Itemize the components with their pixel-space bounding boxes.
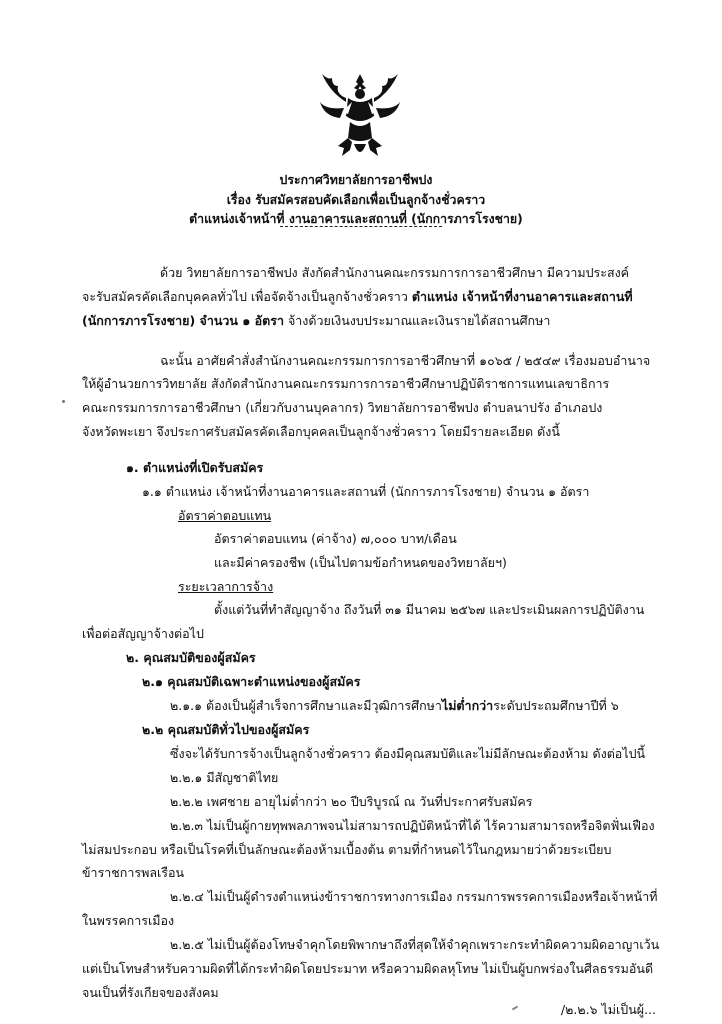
employment-period-line2: เพื่อต่อสัญญาจ้างต่อไป: [82, 626, 204, 641]
section2-item-2-2-3-line2: ไม่สมประกอบ หรือเป็นโรคที่เป็นลักษณะต้องห้ามเบื้องต้น ตามที่กำหนดไว้ในกฎหมายว่าด้วยระเบียบ: [82, 842, 612, 857]
section1-heading: ๑. ตำแหน่งที่เปิดรับสมัคร: [126, 460, 264, 475]
item-2-1-1-bold: ไม่ต่ำกว่า: [441, 698, 494, 713]
intro-p1-line2-text: จะรับสมัครคัดเลือกบุคคลทั่วไป เพื่อจัดจ้างเป็นลูกจ้างชั่วคราว: [82, 289, 412, 304]
item-2-1-1-tail: ระดับประถมศึกษาปีที่ ๖: [493, 698, 619, 713]
pay-rate-label: อัตราค่าตอบแทน: [178, 508, 272, 523]
intro-p1-line3-text: จ้างด้วยเงินงบประมาณและเงินรายได้สถานศึกษา: [283, 313, 551, 328]
intro-p2-line4: จังหวัดพะเยา จึงประกาศรับสมัครคัดเลือกบุคคลเป็นลูกจ้างชั่วคราว โดยมีรายละเอียด ดังนี้: [82, 424, 560, 439]
employment-period-label: ระยะเวลาการจ้าง: [178, 579, 274, 594]
announcement-position: ตำแหน่งเจ้าหน้าที่ งานอาคารและสถานที่ (นักการภารโรงชาย): [189, 211, 523, 226]
section1-item-1-1: ๑.๑ ตำแหน่ง เจ้าหน้าที่งานอาคารและสถานที่ (นักการภารโรงชาย) จำนวน ๑ อัตรา: [142, 484, 590, 499]
employment-period-line1: ตั้งแต่วันที่ทำสัญญาจ้าง ถึงวันที่ ๓๑ มีนาคม ๒๕๖๗ และประเมินผลการปฏิบัติงาน: [214, 602, 645, 617]
pay-rate-extra: และมีค่าครองชีพ (เป็นไปตามข้อกำหนดของวิทยาลัยฯ): [214, 555, 507, 570]
announcement-title: ประกาศวิทยาลัยการอาชีพปง: [279, 172, 433, 187]
stray-mark: [512, 1006, 518, 1011]
section2-item-2-2-5-line3: จนเป็นที่รังเกียจของสังคม: [82, 985, 219, 1000]
section2-item-2-2-2: ๒.๒.๒ เพศชาย อายุไม่ต่ำกว่า ๒๐ ปีบริบูรณ์ ณ วันที่ประกาศรับสมัคร: [170, 794, 533, 809]
section2-item-2-2-5-line1: ๒.๒.๕ ไม่เป็นผู้ต้องโทษจำคุกโดยพิพากษาถึงที่สุดให้จำคุกเพราะกระทำผิดความผิดอาญาเว้น: [170, 937, 660, 952]
intro-p2-line3: คณะกรรมการการอาชีวศึกษา (เกี่ยวกับงานบุคลากร) วิทยาลัยการอาชีพปง ตำบลนาปรัง อำเภอปง: [82, 400, 603, 415]
section2-2-heading: ๒.๒ คุณสมบัติทั่วไปของผู้สมัคร: [142, 722, 310, 737]
section2-item-2-2-4-line2: ในพรรคการเมือง: [82, 913, 175, 928]
pay-rate-value: อัตราค่าตอบแทน (ค่าจ้าง) ๗,๐๐๐ บาท/เดือน: [214, 531, 457, 546]
intro-p1-count-bold: (นักการภารโรงชาย) จำนวน ๑ อัตรา: [82, 313, 284, 328]
section2-item-2-2-1: ๒.๒.๑ มีสัญชาติไทย: [170, 770, 279, 785]
section2-2-intro: ซึ่งจะได้รับการจ้างเป็นลูกจ้างชั่วคราว ต้องมีคุณสมบัติและไม่มีลักษณะต้องห้าม ดังต่อไปนี้: [170, 746, 646, 761]
section2-item-2-2-3-line1: ๒.๒.๓ ไม่เป็นผู้กายทุพพลภาพจนไม่สามารถปฏิบัติหน้าที่ได้ ไร้ความสามารถหรือจิตฟั่นเฟือง: [170, 818, 655, 833]
item-2-1-1-text: ๒.๑.๑ ต้องเป็นผู้สำเร็จการศึกษาและมีวุฒิการศึกษา: [170, 698, 442, 713]
intro-p1-line1: ด้วย วิทยาลัยการอาชีพปง สังกัดสำนักงานคณะกรรมการการอาชีวศึกษา มีความประสงค์: [160, 265, 630, 280]
header-divider: [280, 226, 442, 227]
section2-item-2-2-3-line3: ข้าราชการพลเรือน: [82, 865, 185, 880]
stray-mark: [62, 400, 65, 403]
section2-item-2-2-5-line2: แต่เป็นโทษสำหรับความผิดที่ได้กระทำผิดโดยประมาท หรือความผิดลหุโทษ ไม่เป็นผู้บกพร่องในศีลธรรมอันดี: [82, 961, 654, 976]
intro-p2-line1: ฉะนั้น อาศัยคำสั่งสำนักงานคณะกรรมการการอาชีวศึกษาที่ ๑๐๖๕ / ๒๕๔๙ เรื่องมอบอำนาจ: [160, 353, 651, 368]
section2-heading: ๒. คุณสมบัติของผู้สมัคร: [126, 650, 256, 665]
garuda-emblem-icon: [318, 72, 402, 162]
intro-p1-line2: [82, 289, 633, 304]
section2-1-heading: ๒.๑ คุณสมบัติเฉพาะตำแหน่งของผู้สมัคร: [142, 674, 361, 689]
intro-p1-position-bold: ตำแหน่ง เจ้าหน้าที่งานอาคารและสถานที่: [411, 289, 633, 304]
page-continuation: /๒.๒.๖ ไม่เป็นผู้...: [560, 1002, 656, 1017]
intro-p1-line3: [82, 313, 550, 328]
announcement-subject: เรื่อง รับสมัครสอบคัดเลือกเพื่อเป็นลูกจ้างชั่วคราว: [226, 192, 486, 207]
section2-item-2-2-4-line1: ๒.๒.๔ ไม่เป็นผู้ดำรงตำแหน่งข้าราชการทางการเมือง กรรมการพรรคการเมืองหรือเจ้าหน้าที่: [170, 889, 658, 904]
intro-p2-line2: ให้ผู้อำนวยการวิทยาลัย สังกัดสำนักงานคณะกรรมการการอาชีวศึกษาปฏิบัติราชการแทนเลขาธิการ: [82, 376, 610, 391]
section2-item-2-1-1: [170, 698, 619, 713]
